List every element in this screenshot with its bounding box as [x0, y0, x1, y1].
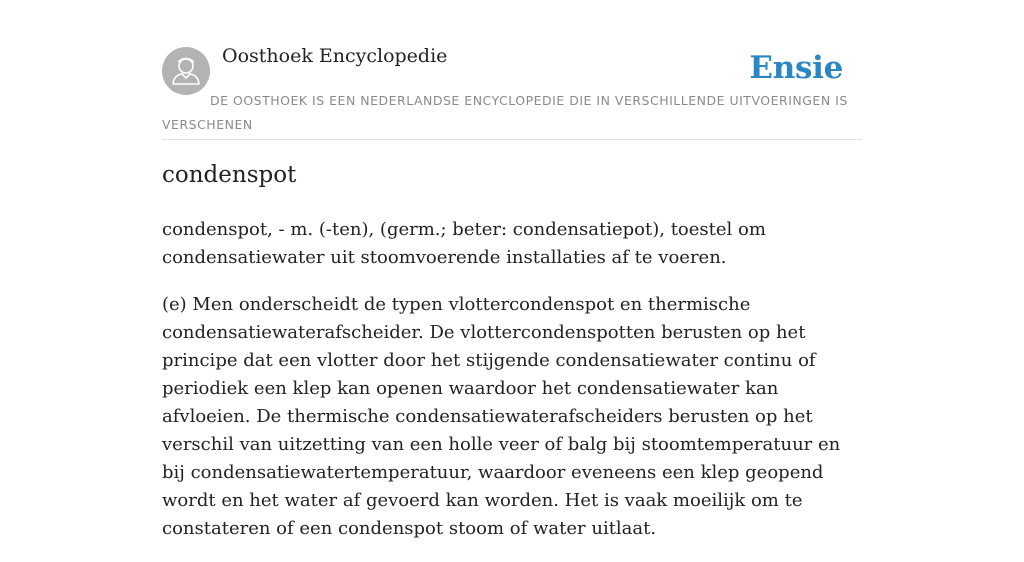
article-body — [162, 216, 867, 562]
content-container — [162, 0, 862, 539]
source-header — [162, 0, 862, 140]
source-avatar[interactable] — [162, 47, 210, 95]
source-description: DE OOSTHOEK IS EEN NEDERLANDSE ENCYCLOPEDIE DIE IN VERSCHILLENDE UITVOERINGEN IS VERSCHENEN — [162, 93, 848, 132]
brand-logo[interactable]: Ensie — [749, 50, 843, 86]
article-paragraph: condenspot, - m. (-ten), (germ.; beter: condensatiepot), toestel om condensatiewater uit stoomvoerende installaties af te voeren. — [162, 219, 766, 268]
article-title: condenspot — [162, 162, 297, 188]
user-icon — [162, 47, 210, 95]
article-paragraph: (e) Men onderscheidt de typen vlottercondenspot en thermische condensatiewaterafscheider. De vlottercondenspotten berusten op het principe dat een vlotter door het stijgende condensatiewater continu of periodiek een klep kan openen waardoor het condensatiewater kan afvloeien. De thermische condensatiewaterafscheiders berusten op het verschil van uitzetting van een holle veer of balg bij stoomtemperatuur en bij condensatiewatertemperatuur, waardoor eveneens een klep geopend wordt en het water af gevoerd kan worden. Het is vaak moeilijk om te constateren of een condenspot stoom of water uitlaat. — [162, 294, 841, 539]
source-title[interactable]: Oosthoek Encyclopedie — [222, 45, 448, 67]
